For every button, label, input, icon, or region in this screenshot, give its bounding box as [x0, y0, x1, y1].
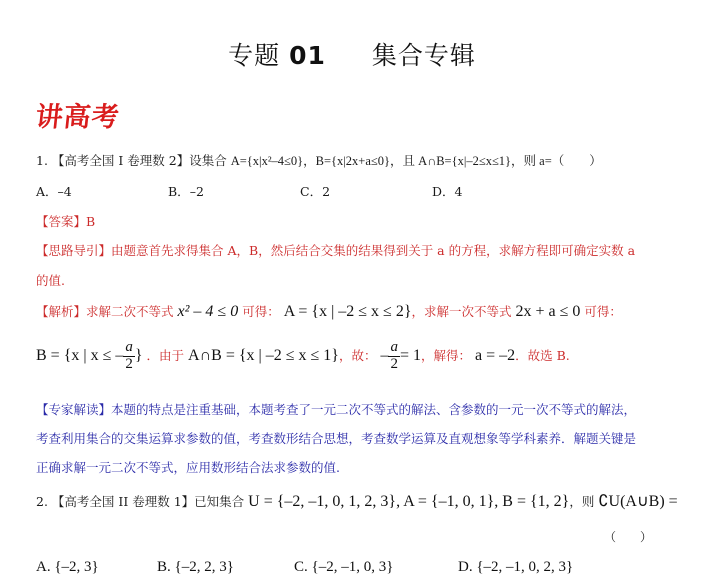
analysis-tag: 【解析】 — [36, 304, 87, 319]
question-source: 【高考全国 I 卷理数 2】 — [51, 153, 190, 168]
math-inequality-2: 2x + a ≤ 0 — [515, 303, 581, 320]
math-solution: a = –2 — [475, 346, 516, 364]
stem-math: A={x|x²–4≤0}，B={x|2x+a≤0}，且 A∩B={x|–2≤x≤1}，则 a=（ ） — [230, 154, 602, 168]
expert-line-2: 考查利用集合的交集运算求参数的值，考查数形结合思想，考查数学运算及直观想象等学科素养．解题关键是 — [36, 431, 637, 446]
option-d[interactable]: D. {–2, –1, 0, 2, 3} — [458, 559, 574, 575]
title-suffix: 集合专辑 — [371, 41, 476, 70]
option-a[interactable]: A．–4 — [36, 184, 72, 199]
option-b[interactable]: B．–2 — [168, 184, 204, 199]
question-source: 【高考全国 II 卷理数 1】 — [51, 494, 195, 509]
answer-blank: （ ） — [604, 530, 653, 544]
math-inequality-1: x² – 4 ≤ 0 — [177, 303, 239, 320]
hint-line-1: 【思路导引】由题意首先求得集合 A，B，然后结合交集的结果得到关于 a 的方程，求解方程即可确定实数 a — [36, 243, 636, 258]
question-2-stem: 2. 【高考全国 II 卷理数 1】已知集合 U = {–2, –1, 0, 1, 2, 3}, A = {–1, 0, 1}, B = {1, 2}，则 ∁U(A∪B) = — [36, 493, 678, 510]
math-intersection: A∩B = {x | –2 ≤ x ≤ 1} — [188, 346, 339, 364]
stem-math: U = {–2, –1, 0, 1, 2, 3}, A = {–1, 0, 1}, B = {1, 2} — [248, 493, 570, 510]
option-b[interactable]: B. {–2, 2, 3} — [157, 559, 234, 575]
section-logo: 讲高考 — [34, 102, 122, 133]
analysis-line-1: 【解析】求解二次不等式 x² – 4 ≤ 0 可得： A = {x | –2 ≤ x ≤ 2}，求解一次不等式 2x + a ≤ 0 可得： — [36, 303, 622, 320]
math-equation: – $\frac{a}{2}$ = 1 — [380, 339, 421, 372]
stem-text: 设集合 — [189, 153, 227, 168]
hint-tag: 【思路导引】 — [36, 243, 112, 258]
question-number: 1. — [36, 153, 48, 168]
option-c[interactable]: C. {–2, –1, 0, 3} — [294, 559, 394, 575]
title-prefix: 专题 — [228, 41, 281, 70]
answer — [36, 212, 95, 230]
option-a[interactable]: A. {–2, 3} — [36, 559, 99, 575]
option-d[interactable]: D．4 — [432, 184, 463, 199]
expert-line-3: 正确求解一元二次不等式，应用数形结合法求参数的值. — [36, 460, 340, 475]
hint-line-2: 的值. — [36, 273, 65, 288]
answer-tag: 【答案】 — [36, 214, 87, 229]
option-c[interactable]: C．2 — [300, 184, 331, 199]
answer-value: B — [86, 214, 96, 229]
stem-complement: ∁U(A∪B) = — [598, 493, 678, 510]
math-set-b: B = {x | x ≤ – $\frac{a}{2}$ } — [36, 339, 143, 372]
title-number: 01 — [289, 41, 326, 70]
expert-tag: 【专家解读】 — [36, 402, 112, 417]
page-title — [0, 36, 704, 72]
expert-line-1: 【专家解读】本题的特点是注重基础，本题考查了一元二次不等式的解法、含参数的一元一次不等式的解法， — [36, 402, 637, 417]
question-1-stem — [36, 151, 602, 169]
math-set-a: A = {x | –2 ≤ x ≤ 2} — [283, 303, 412, 320]
analysis-line-2: B = {x | x ≤ – $\frac{a}{2}$ } ．由于 A∩B = {x | –2 ≤ x ≤ 1}，故： – $\frac{a}{2}$ = 1，解得： a = –2．故选 B. — [36, 339, 570, 372]
question-number: 2. — [36, 494, 48, 509]
